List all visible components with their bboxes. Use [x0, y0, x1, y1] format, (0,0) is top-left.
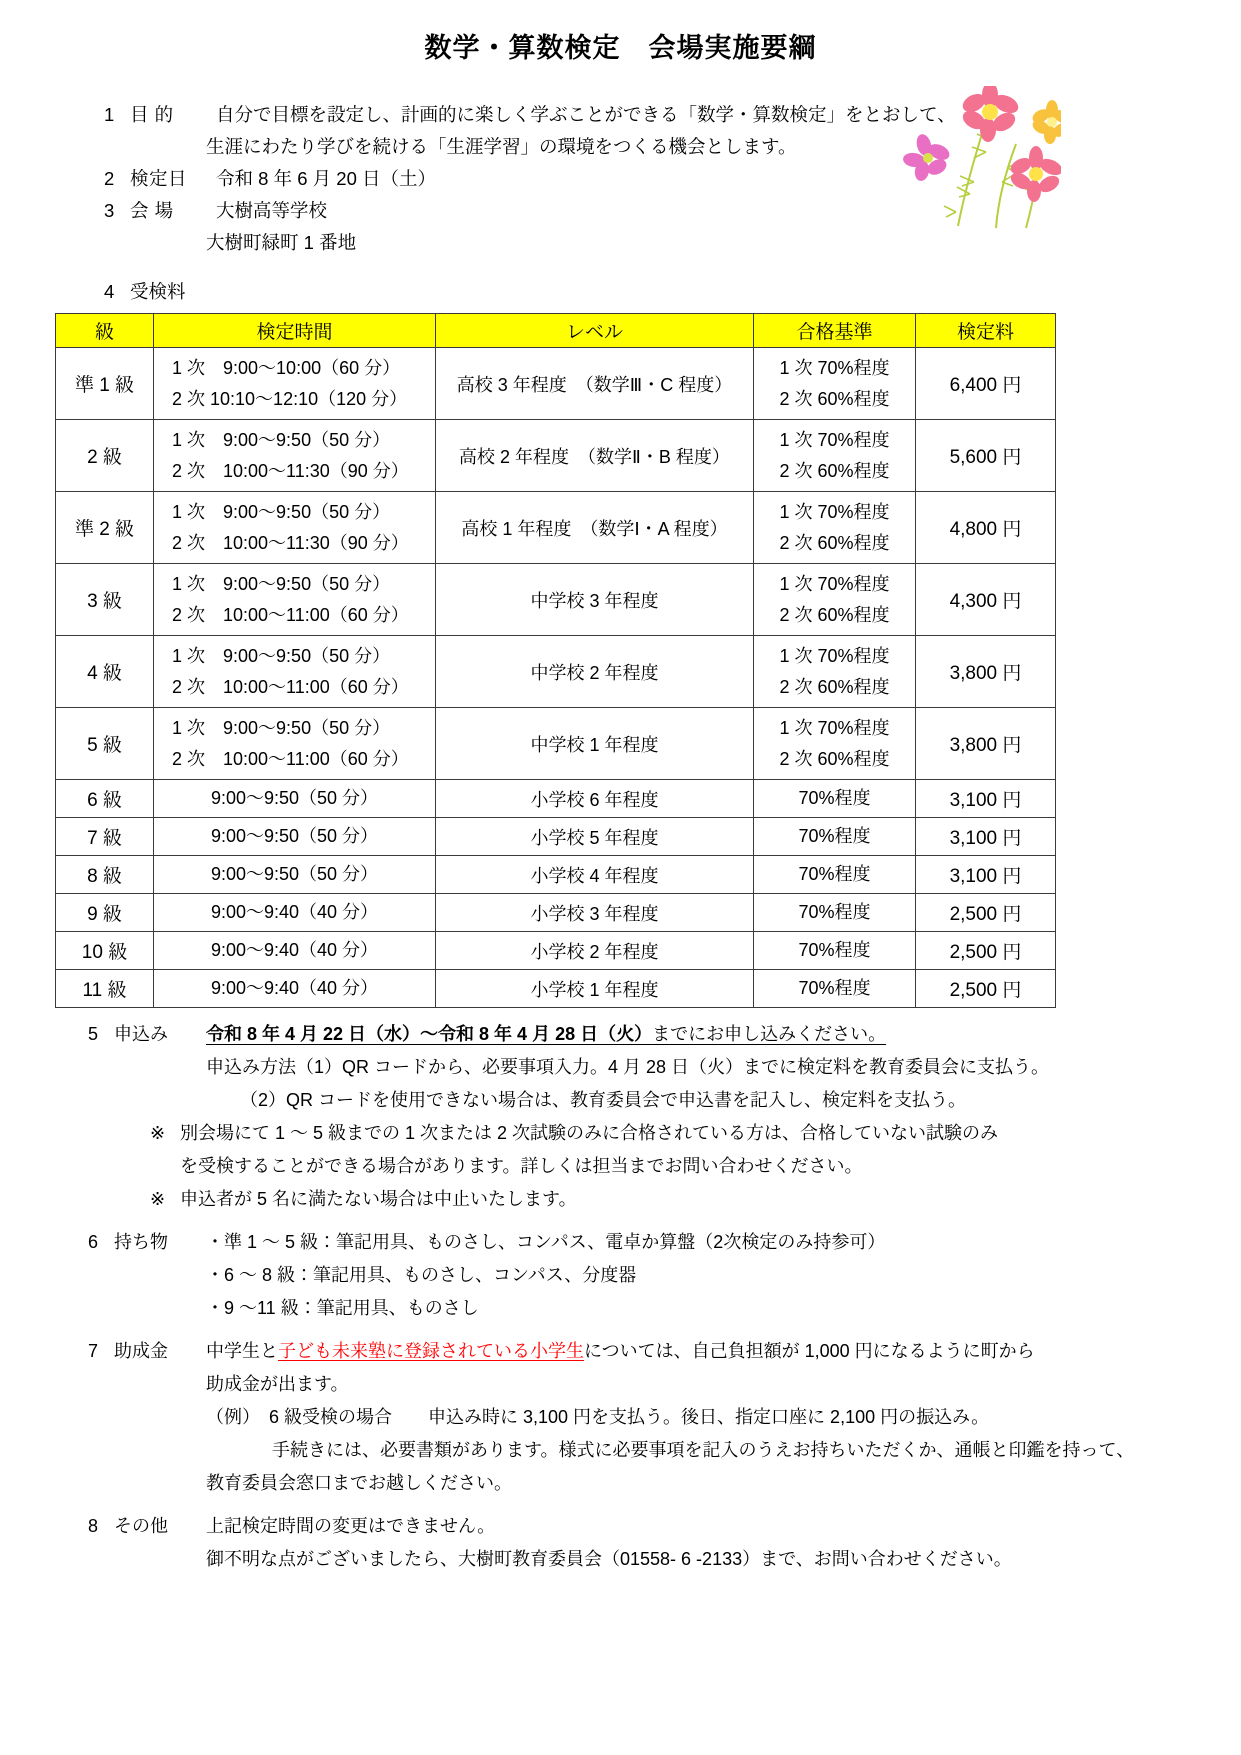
intro-item-venue [0, 195, 1241, 227]
fee-section-label: 受検料 [130, 281, 186, 302]
cell-pass [754, 636, 916, 708]
subsidy-line-2: 助成金が出ます。 [206, 1374, 349, 1394]
time-line: 1 次 9:00〜9:50（50 分） [172, 573, 391, 594]
cell-time [154, 708, 436, 780]
cell-level: 小学校 1 年程度 [436, 970, 754, 1008]
cell-fee: 3,100 円 [916, 780, 1056, 818]
belongings-heading-row [0, 1226, 1241, 1259]
table-row [56, 420, 1056, 492]
cell-time [154, 348, 436, 420]
column-header-fee: 検定料 [916, 314, 1056, 348]
cell-time [154, 420, 436, 492]
fee-section-heading [0, 277, 1241, 307]
intro-item-exam-date [0, 163, 1241, 195]
time-line: 2 次 10:00〜11:30（90 分） [172, 460, 409, 481]
time-line: 1 次 9:00〜9:50（50 分） [172, 429, 391, 450]
cell-level: 小学校 2 年程度 [436, 932, 754, 970]
cell-level: 小学校 6 年程度 [436, 780, 754, 818]
intro-item-venue-address [0, 227, 1241, 259]
cell-time: 9:00〜9:40（40 分） [154, 970, 436, 1008]
table-row [56, 894, 1056, 932]
cell-level: 小学校 3 年程度 [436, 894, 754, 932]
subsidy-text-pre: 中学生と [206, 1341, 278, 1361]
other-number: 8 [88, 1516, 99, 1536]
pass-line: 2 次 60%程度 [779, 604, 890, 625]
cell-fee: 5,600 円 [916, 420, 1056, 492]
cell-pass: 70%程度 [754, 894, 916, 932]
note-text: 申込者が 5 名に満たない場合は中止いたします。 [180, 1189, 577, 1209]
cell-grade: 準 2 級 [56, 492, 154, 564]
cell-level: 高校 1 年程度 （数学Ⅰ・A 程度） [436, 492, 754, 564]
intro-item-purpose [0, 99, 1241, 131]
cell-time [154, 564, 436, 636]
cell-pass [754, 420, 916, 492]
other-line-1: 上記検定時間の変更はできません。 [206, 1516, 496, 1536]
table-row [56, 932, 1056, 970]
note-mark-icon: ※ [150, 1123, 166, 1143]
cell-pass: 70%程度 [754, 932, 916, 970]
cell-fee: 2,500 円 [916, 970, 1056, 1008]
cell-time: 9:00〜9:50（50 分） [154, 856, 436, 894]
table-row [56, 708, 1056, 780]
cell-pass [754, 564, 916, 636]
pass-line: 1 次 70%程度 [779, 357, 890, 378]
cell-fee: 2,500 円 [916, 894, 1056, 932]
cell-pass [754, 348, 916, 420]
cell-time: 9:00〜9:50（50 分） [154, 818, 436, 856]
cell-level: 高校 3 年程度 （数学Ⅲ・C 程度） [436, 348, 754, 420]
cell-pass: 70%程度 [754, 856, 916, 894]
table-row [56, 492, 1056, 564]
application-deadline-tail: までにお申し込みください。 [652, 1024, 887, 1044]
belongings-label: 持ち物 [114, 1232, 168, 1252]
table-row [56, 818, 1056, 856]
cell-fee: 2,500 円 [916, 932, 1056, 970]
table-row [56, 564, 1056, 636]
belongings-number: 6 [88, 1232, 99, 1252]
cell-fee: 3,800 円 [916, 636, 1056, 708]
belongings-line: ・6 〜 8 級：筆記用具、ものさし、コンパス、分度器 [206, 1265, 637, 1285]
fee-section-number: 4 [104, 281, 115, 302]
subsidy-number: 7 [88, 1341, 99, 1361]
application-note-2 [0, 1183, 1241, 1216]
intro-number: 2 [104, 168, 115, 189]
subsidy-section [0, 1335, 1241, 1500]
table-row [56, 780, 1056, 818]
cell-time [154, 492, 436, 564]
belongings-line: ・9 〜11 級：筆記用具、ものさし [206, 1298, 479, 1318]
column-header-level: レベル [436, 314, 754, 348]
subsidy-heading-row [0, 1335, 1241, 1368]
column-header-time: 検定時間 [154, 314, 436, 348]
subsidy-line-1 [206, 1335, 1241, 1368]
application-deadline-dates: 令和 8 年 4 月 22 日（水）〜令和 8 年 4 月 28 日（火） [206, 1024, 653, 1044]
pass-line: 1 次 70%程度 [779, 717, 890, 738]
cell-grade: 準 1 級 [56, 348, 154, 420]
cell-fee: 4,800 円 [916, 492, 1056, 564]
cell-fee: 3,100 円 [916, 818, 1056, 856]
other-heading-row [0, 1510, 1241, 1543]
intro-label: 目 的 [130, 104, 174, 125]
cell-pass: 70%程度 [754, 780, 916, 818]
cell-time: 9:00〜9:40（40 分） [154, 932, 436, 970]
cell-fee: 6,400 円 [916, 348, 1056, 420]
pass-line: 2 次 60%程度 [779, 532, 890, 553]
cell-grade: 7 級 [56, 818, 154, 856]
time-line: 2 次 10:00〜11:00（60 分） [172, 748, 409, 769]
intro-label: 会 場 [130, 200, 174, 221]
pass-line: 2 次 60%程度 [779, 748, 890, 769]
belongings-line: ・準 1 〜 5 級：筆記用具、ものさし、コンパス、電卓か算盤（2次検定のみ持参可） [206, 1232, 886, 1252]
application-note-1 [0, 1117, 1241, 1150]
application-number: 5 [88, 1024, 99, 1044]
cell-pass [754, 492, 916, 564]
pass-line: 2 次 60%程度 [779, 460, 890, 481]
other-label: その他 [114, 1516, 168, 1536]
cell-grade: 5 級 [56, 708, 154, 780]
application-method-1: 申込み方法（1）QR コードから、必要事項入力。4 月 28 日（火）までに検定料を教育委員会に支払う。 [206, 1057, 1050, 1077]
intro-text: 生涯にわたり学びを続ける「生涯学習」の環境をつくる機会とします。 [206, 136, 797, 157]
time-line: 2 次 10:10〜12:10（120 分） [172, 388, 408, 409]
subsidy-line-5: 教育委員会窓口までお越しください。 [206, 1473, 512, 1493]
cell-level: 中学校 2 年程度 [436, 636, 754, 708]
subsidy-label: 助成金 [114, 1341, 168, 1361]
pass-line: 2 次 60%程度 [779, 676, 890, 697]
cell-time: 9:00〜9:40（40 分） [154, 894, 436, 932]
intro-number: 1 [104, 104, 115, 125]
other-section [0, 1510, 1241, 1576]
belongings-section [0, 1226, 1241, 1325]
table-header-row [56, 314, 1056, 348]
intro-text: 大樹町緑町 1 番地 [206, 232, 357, 253]
cell-grade: 2 級 [56, 420, 154, 492]
application-method-2: （2）QR コードを使用できない場合は、教育委員会で申込書を記入し、検定料を支払う。 [240, 1090, 967, 1110]
cell-level: 小学校 5 年程度 [436, 818, 754, 856]
cell-time: 9:00〜9:50（50 分） [154, 780, 436, 818]
cell-grade: 6 級 [56, 780, 154, 818]
cell-pass [754, 708, 916, 780]
pass-line: 2 次 60%程度 [779, 388, 890, 409]
table-row [56, 856, 1056, 894]
cell-level: 中学校 1 年程度 [436, 708, 754, 780]
application-deadline [206, 1018, 1241, 1051]
column-header-pass: 合格基準 [754, 314, 916, 348]
time-line: 1 次 9:00〜9:50（50 分） [172, 717, 391, 738]
table-row [56, 970, 1056, 1008]
subsidy-line-4: 手続きには、必要書類があります。様式に必要事項を記入のうえお持ちいただくか、通帳と印鑑を持って、 [272, 1440, 1135, 1460]
cell-grade: 8 級 [56, 856, 154, 894]
cell-grade: 3 級 [56, 564, 154, 636]
pass-line: 1 次 70%程度 [779, 645, 890, 666]
note-mark-icon: ※ [150, 1189, 166, 1209]
pass-line: 1 次 70%程度 [779, 501, 890, 522]
subsidy-highlight: 子ども未来塾に登録されている小学生 [278, 1341, 584, 1361]
application-heading-row [0, 1018, 1241, 1051]
other-contact: 御不明な点がございましたら、大樹町教育委員会（01558- 6 -2133）まで、お問い合わせください。 [206, 1549, 1012, 1569]
cell-level: 高校 2 年程度 （数学Ⅱ・B 程度） [436, 420, 754, 492]
time-line: 1 次 9:00〜9:50（50 分） [172, 501, 391, 522]
cell-level: 中学校 3 年程度 [436, 564, 754, 636]
column-header-grade: 級 [56, 314, 154, 348]
intro-text: 令和 8 年 6 月 20 日（土） [216, 168, 436, 189]
cell-grade: 4 級 [56, 636, 154, 708]
page-title: 数学・算数検定 会場実施要綱 [424, 33, 817, 63]
cell-time [154, 636, 436, 708]
intro-item-purpose-line2 [0, 131, 1241, 163]
cell-grade: 10 級 [56, 932, 154, 970]
table-row [56, 636, 1056, 708]
table-row [56, 348, 1056, 420]
cell-grade: 9 級 [56, 894, 154, 932]
cell-fee: 4,300 円 [916, 564, 1056, 636]
intro-text: 大樹高等学校 [216, 200, 328, 221]
pass-line: 1 次 70%程度 [779, 573, 890, 594]
intro-label: 検定日 [130, 168, 188, 189]
fee-table [55, 313, 1056, 1008]
cell-fee: 3,100 円 [916, 856, 1056, 894]
intro-section [0, 99, 1241, 259]
cell-fee: 3,800 円 [916, 708, 1056, 780]
subsidy-example: （例） 6 級受検の場合 申込み時に 3,100 円を支払う。後日、指定口座に 2,100 円の振込み。 [206, 1407, 990, 1427]
cell-pass: 70%程度 [754, 970, 916, 1008]
application-section [0, 1018, 1241, 1216]
time-line: 1 次 9:00〜10:00（60 分） [172, 357, 401, 378]
time-line: 2 次 10:00〜11:00（60 分） [172, 676, 409, 697]
application-note-1-line2: を受検することができる場合があります。詳しくは担当までお問い合わせください。 [180, 1156, 863, 1176]
pass-line: 1 次 70%程度 [779, 429, 890, 450]
time-line: 1 次 9:00〜9:50（50 分） [172, 645, 391, 666]
cell-grade: 11 級 [56, 970, 154, 1008]
time-line: 2 次 10:00〜11:00（60 分） [172, 604, 409, 625]
cell-pass: 70%程度 [754, 818, 916, 856]
application-label: 申込み [114, 1024, 168, 1044]
subsidy-text-post: については、自己負担額が 1,000 円になるように町から [584, 1341, 1035, 1361]
intro-number: 3 [104, 200, 115, 221]
time-line: 2 次 10:00〜11:30（90 分） [172, 532, 409, 553]
cell-level: 小学校 4 年程度 [436, 856, 754, 894]
note-text: 別会場にて 1 〜 5 級までの 1 次または 2 次試験のみに合格されている方は、合格していない試験のみ [180, 1123, 999, 1143]
intro-text: 自分で目標を設定し、計画的に楽しく学ぶことができる「数学・算数検定」をとおして、 [216, 104, 956, 125]
